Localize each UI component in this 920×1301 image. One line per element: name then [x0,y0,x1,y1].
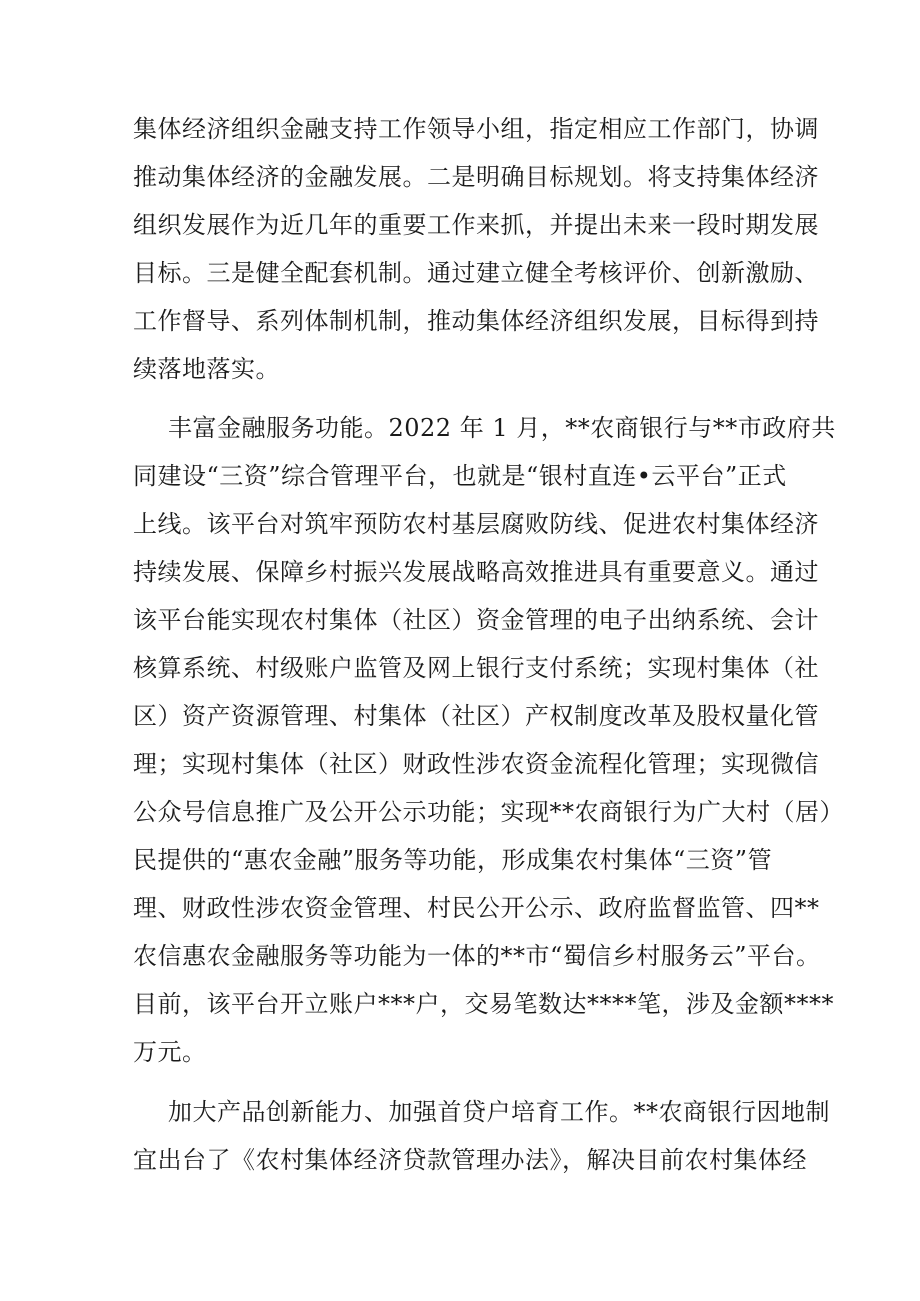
text-line: 上线。该平台对筑牢预防农村基层腐败防线、促进农村集体经济 [133,510,819,538]
text-line: 续落地落实。 [133,355,280,383]
text-line: 宜出台了《农村集体经济贷款管理办法》，解决目前农村集体经 [133,1146,807,1174]
text-line: 工作督导、系列体制机制，推动集体经济组织发展，目标得到持 [133,307,819,335]
text-line: 推动集体经济的金融发展。二是明确目标规划。将支持集体经济 [133,163,819,191]
text-line: 加大产品创新能力、加强首贷户培育工作。**农商银行因地制 [168,1098,830,1126]
text-line: 农信惠农金融服务等功能为一体的**市“蜀信乡村服务云”平台。 [133,942,821,970]
text-line: 民提供的“惠农金融”服务等功能，形成集农村集体“三资”管 [133,846,773,874]
text-line: 同建设“三资”综合管理平台，也就是“银村直连•云平台”正式 [133,462,787,490]
text-line: 核算系统、村级账户监管及网上银行支付系统；实现村集体（社 [133,654,819,682]
text-line: 该平台能实现农村集体（社区）资金管理的电子出纳系统、会计 [133,606,819,634]
text-line: 区）资产资源管理、村集体（社区）产权制度改革及股权量化管 [133,702,819,730]
text-line: 公众号信息推广及公开公示功能；实现**农商银行为广大村（居） [133,798,844,826]
text-line: 万元。 [133,1038,207,1066]
text-line: 丰富金融服务功能。2022 年 1 月，**农商银行与**市政府共 [168,414,836,442]
text-line: 集体经济组织金融支持工作领导小组，指定相应工作部门，协调 [133,115,819,143]
text-line: 持续发展、保障乡村振兴发展战略高效推进具有重要意义。通过 [133,558,819,586]
text-line: 目前，该平台开立账户***户，交易笔数达****笔，涉及金额**** [133,990,834,1018]
text-line: 组织发展作为近几年的重要工作来抓，并提出未来一段时期发展 [133,211,819,239]
text-line: 目标。三是健全配套机制。通过建立健全考核评价、创新激励、 [133,259,819,287]
text-line: 理、财政性涉农资金管理、村民公开公示、政府监督监管、四** [133,894,820,922]
text-line: 理；实现村集体（社区）财政性涉农资金流程化管理；实现微信 [133,750,819,778]
